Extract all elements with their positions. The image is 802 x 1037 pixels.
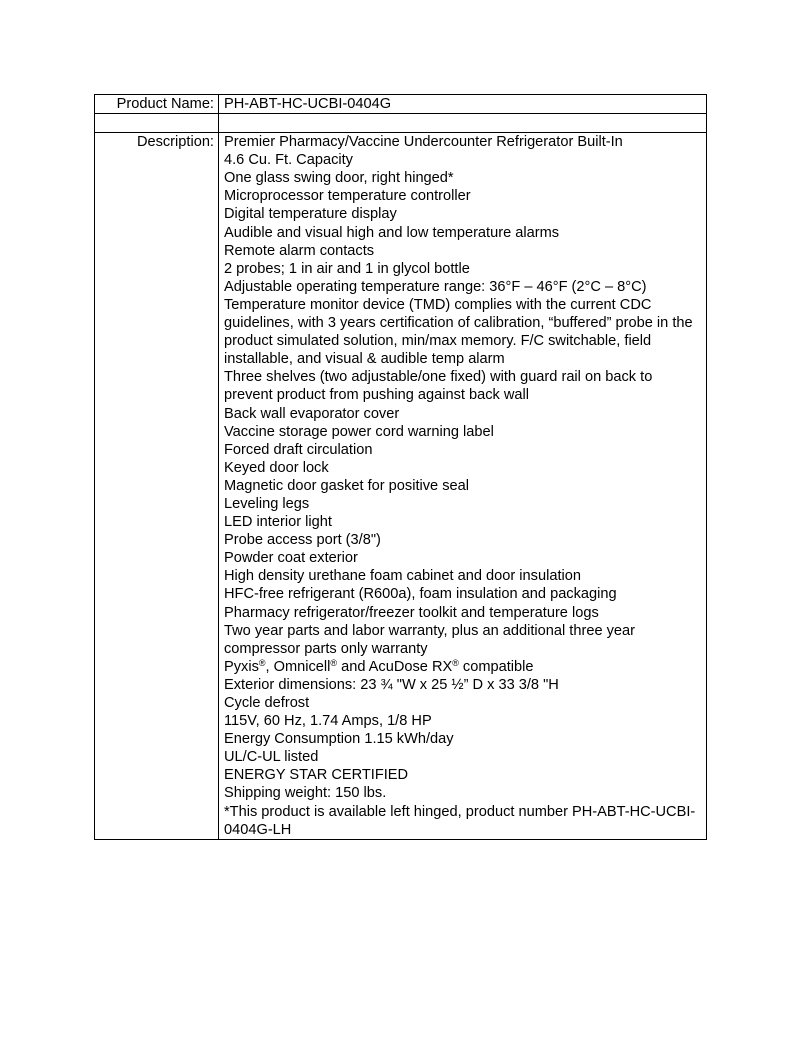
product-name-value: PH-ABT-HC-UCBI-0404G (219, 95, 707, 114)
omnicell-text: , Omnicell (265, 658, 331, 675)
registered-mark: ® (452, 657, 459, 668)
description-line: Exterior dimensions: 23 ¾ "W x 25 ½” D x 33 3/8 "H (224, 676, 559, 693)
description-line: Probe access port (3/8") (224, 532, 381, 549)
acudose-text: and AcuDose RX (337, 658, 453, 675)
description-line: Cycle defrost (224, 695, 310, 711)
description-line: Remote alarm contacts (224, 242, 375, 259)
description-line: 2 probes; 1 in air and 1 in glycol bottle (224, 260, 470, 277)
compatibility-line (224, 658, 702, 676)
description-line: Vaccine storage power cord warning label (224, 423, 494, 440)
description-line: Three shelves (two adjustable/one fixed) with guard rail on back to prevent product from pushing against back wall (224, 369, 653, 404)
description-footnote: *This product is available left hinged, product number PH-ABT-HC-UCBI-0404G-LH (224, 803, 696, 838)
description-line: Audible and visual high and low temperature alarms (224, 224, 560, 241)
description-line: Leveling legs (224, 495, 310, 512)
description-line: Keyed door lock (224, 459, 329, 476)
description-line: Forced draft circulation (224, 441, 373, 458)
pyxis-text: Pyxis (224, 658, 259, 675)
registered-mark: ® (258, 657, 266, 668)
description-line: Premier Pharmacy/Vaccine Undercounter Refrigerator Built-In (224, 134, 623, 151)
description-line: Microprocessor temperature controller (224, 188, 471, 205)
spacer-cell-label (95, 114, 219, 133)
description-line: ENERGY STAR CERTIFIED (224, 767, 409, 784)
compatible-text: compatible (458, 658, 534, 675)
description-line: Back wall evaporator cover (224, 405, 400, 422)
registered-mark: ® (330, 657, 338, 668)
description-line: Energy Consumption 1.15 kWh/day (224, 731, 454, 748)
description-line: Shipping weight: 150 lbs. (224, 785, 387, 802)
description-line: Two year parts and labor warranty, plus an additional three year compressor parts only warranty (224, 622, 636, 657)
description-line: Temperature monitor device (TMD) complies with the current CDC guidelines, with 3 years certification of calibration, “buffered” probe in the product simulated solution, min/max memory. F/C switchable, field installable, and visual & audible temp alarm (224, 296, 693, 368)
description-line: Digital temperature display (224, 206, 397, 223)
description-line: Pharmacy refrigerator/freezer toolkit and temperature logs (224, 604, 599, 621)
spacer-row (95, 114, 707, 133)
spacer-cell-value (219, 114, 707, 133)
description-line: Powder coat exterior (224, 550, 358, 567)
description-line: HFC-free refrigerant (R600a), foam insulation and packaging (224, 586, 617, 603)
description-line: LED interior light (224, 514, 332, 531)
description-line: High density urethane foam cabinet and door insulation (224, 568, 581, 585)
description-list (219, 133, 707, 840)
description-line: 115V, 60 Hz, 1.74 Amps, 1/8 HP (224, 713, 432, 730)
product-spec-table (94, 94, 707, 840)
description-line: UL/C-UL listed (224, 749, 319, 766)
description-line: Magnetic door gasket for positive seal (224, 477, 469, 494)
product-name-label: Product Name: (95, 95, 219, 114)
description-line: Adjustable operating temperature range: 36°F – 46°F (2°C – 8°C) (224, 278, 647, 295)
description-row (95, 133, 707, 840)
description-line: One glass swing door, right hinged* (224, 170, 454, 187)
description-label: Description: (95, 133, 219, 840)
product-name-row (95, 95, 707, 114)
description-line: 4.6 Cu. Ft. Capacity (224, 152, 353, 169)
